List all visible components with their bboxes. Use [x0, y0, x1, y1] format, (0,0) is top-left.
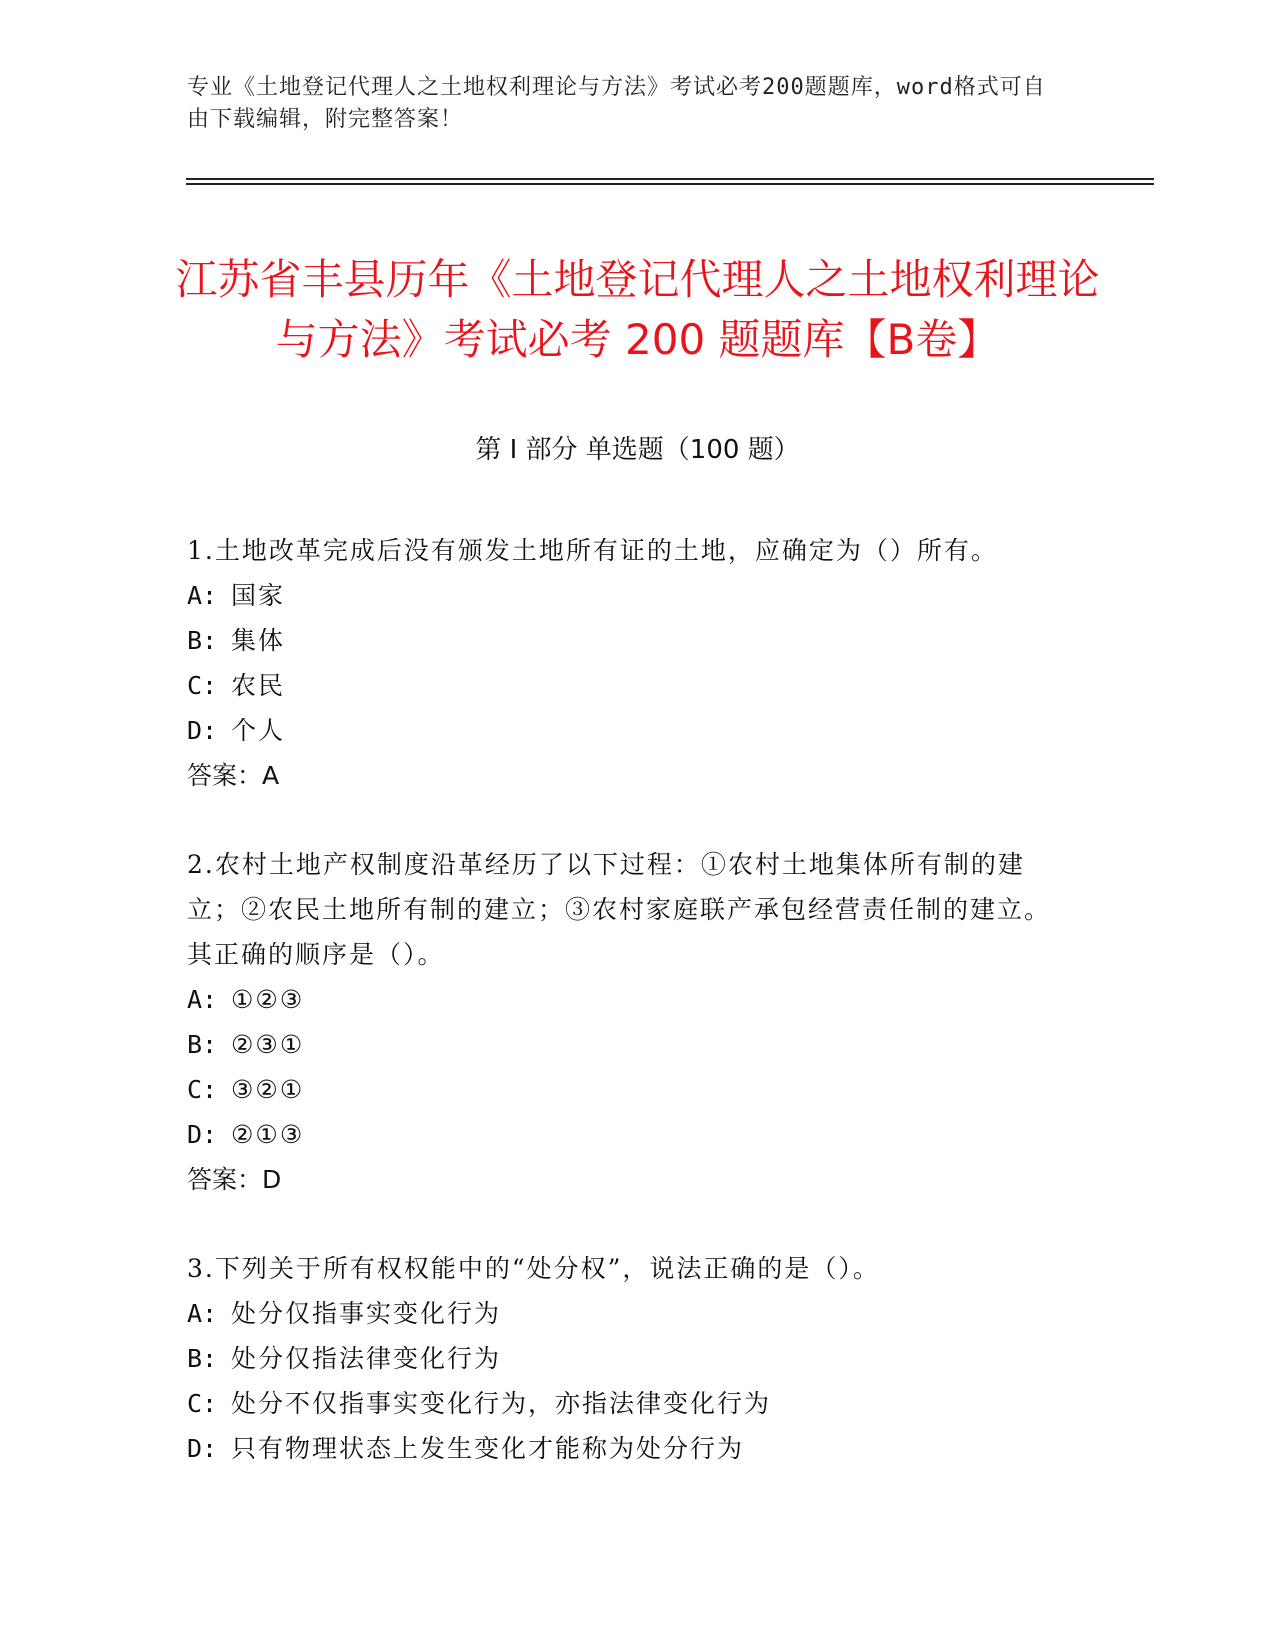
option-key: B: — [187, 1344, 218, 1373]
document-title: 江苏省丰县历年《土地登记代理人之土地权利理论与方法》考试必考 200 题题库【B卷】 — [175, 255, 1100, 365]
option-d — [187, 1426, 1067, 1471]
option-key: D: — [187, 1434, 218, 1463]
question-stem: 3.下列关于所有权权能中的“处分权”，说法正确的是（）。 — [187, 1254, 880, 1283]
option-key: C: — [187, 1389, 218, 1418]
section-title: 第 I 部分 单选题（100 题） — [475, 435, 800, 465]
question-stem: 2.农村土地产权制度沿革经历了以下过程：①农村土地集体所有制的建立；②农民土地所有制的建立；③农村家庭联产承包经营责任制的建立。其正确的顺序是（）。 — [187, 850, 1052, 969]
option-key: D: — [187, 1120, 218, 1149]
option-text: 集体 — [231, 626, 286, 655]
option-key: B: — [187, 626, 218, 655]
option-text: 个人 — [231, 716, 286, 745]
option-d — [187, 708, 1067, 753]
header-divider-bottom — [186, 183, 1154, 185]
option-text: ①②③ — [231, 985, 305, 1014]
option-c — [187, 1067, 1067, 1112]
option-a — [187, 573, 1067, 618]
question-item — [187, 842, 1067, 1202]
option-a — [187, 977, 1067, 1022]
option-c — [187, 663, 1067, 708]
option-key: D: — [187, 716, 218, 745]
option-text: 处分仅指事实变化行为 — [231, 1299, 502, 1328]
option-text: 农民 — [231, 671, 286, 700]
option-c — [187, 1381, 1067, 1426]
option-b — [187, 618, 1067, 663]
question-list — [187, 528, 1067, 1515]
question-item — [187, 528, 1067, 798]
option-b — [187, 1336, 1067, 1381]
option-key: A: — [187, 581, 218, 610]
option-key: B: — [187, 1030, 218, 1059]
question-item — [187, 1246, 1067, 1471]
option-text: 国家 — [231, 581, 286, 610]
question-stem: 1.土地改革完成后没有颁发土地所有证的土地，应确定为（）所有。 — [187, 536, 998, 565]
option-d — [187, 1112, 1067, 1157]
option-key: A: — [187, 985, 218, 1014]
header-divider-top — [186, 178, 1154, 180]
option-text: 处分不仅指事实变化行为，亦指法律变化行为 — [231, 1389, 772, 1418]
answer-line: 答案：A — [187, 761, 280, 790]
option-text: ③②① — [231, 1075, 305, 1104]
option-a — [187, 1291, 1067, 1336]
option-text: 处分仅指法律变化行为 — [231, 1344, 502, 1373]
option-text: ②③① — [231, 1030, 305, 1059]
option-key: C: — [187, 671, 218, 700]
option-key: C: — [187, 1075, 218, 1104]
option-b — [187, 1022, 1067, 1067]
option-text: ②①③ — [231, 1120, 305, 1149]
option-key: A: — [187, 1299, 218, 1328]
option-text: 只有物理状态上发生变化才能称为处分行为 — [231, 1434, 745, 1463]
header-note: 专业《土地登记代理人之土地权利理论与方法》考试必考200题题库，word格式可自由下载编辑，附完整答案！ — [187, 75, 1046, 132]
answer-line: 答案：D — [187, 1165, 282, 1194]
